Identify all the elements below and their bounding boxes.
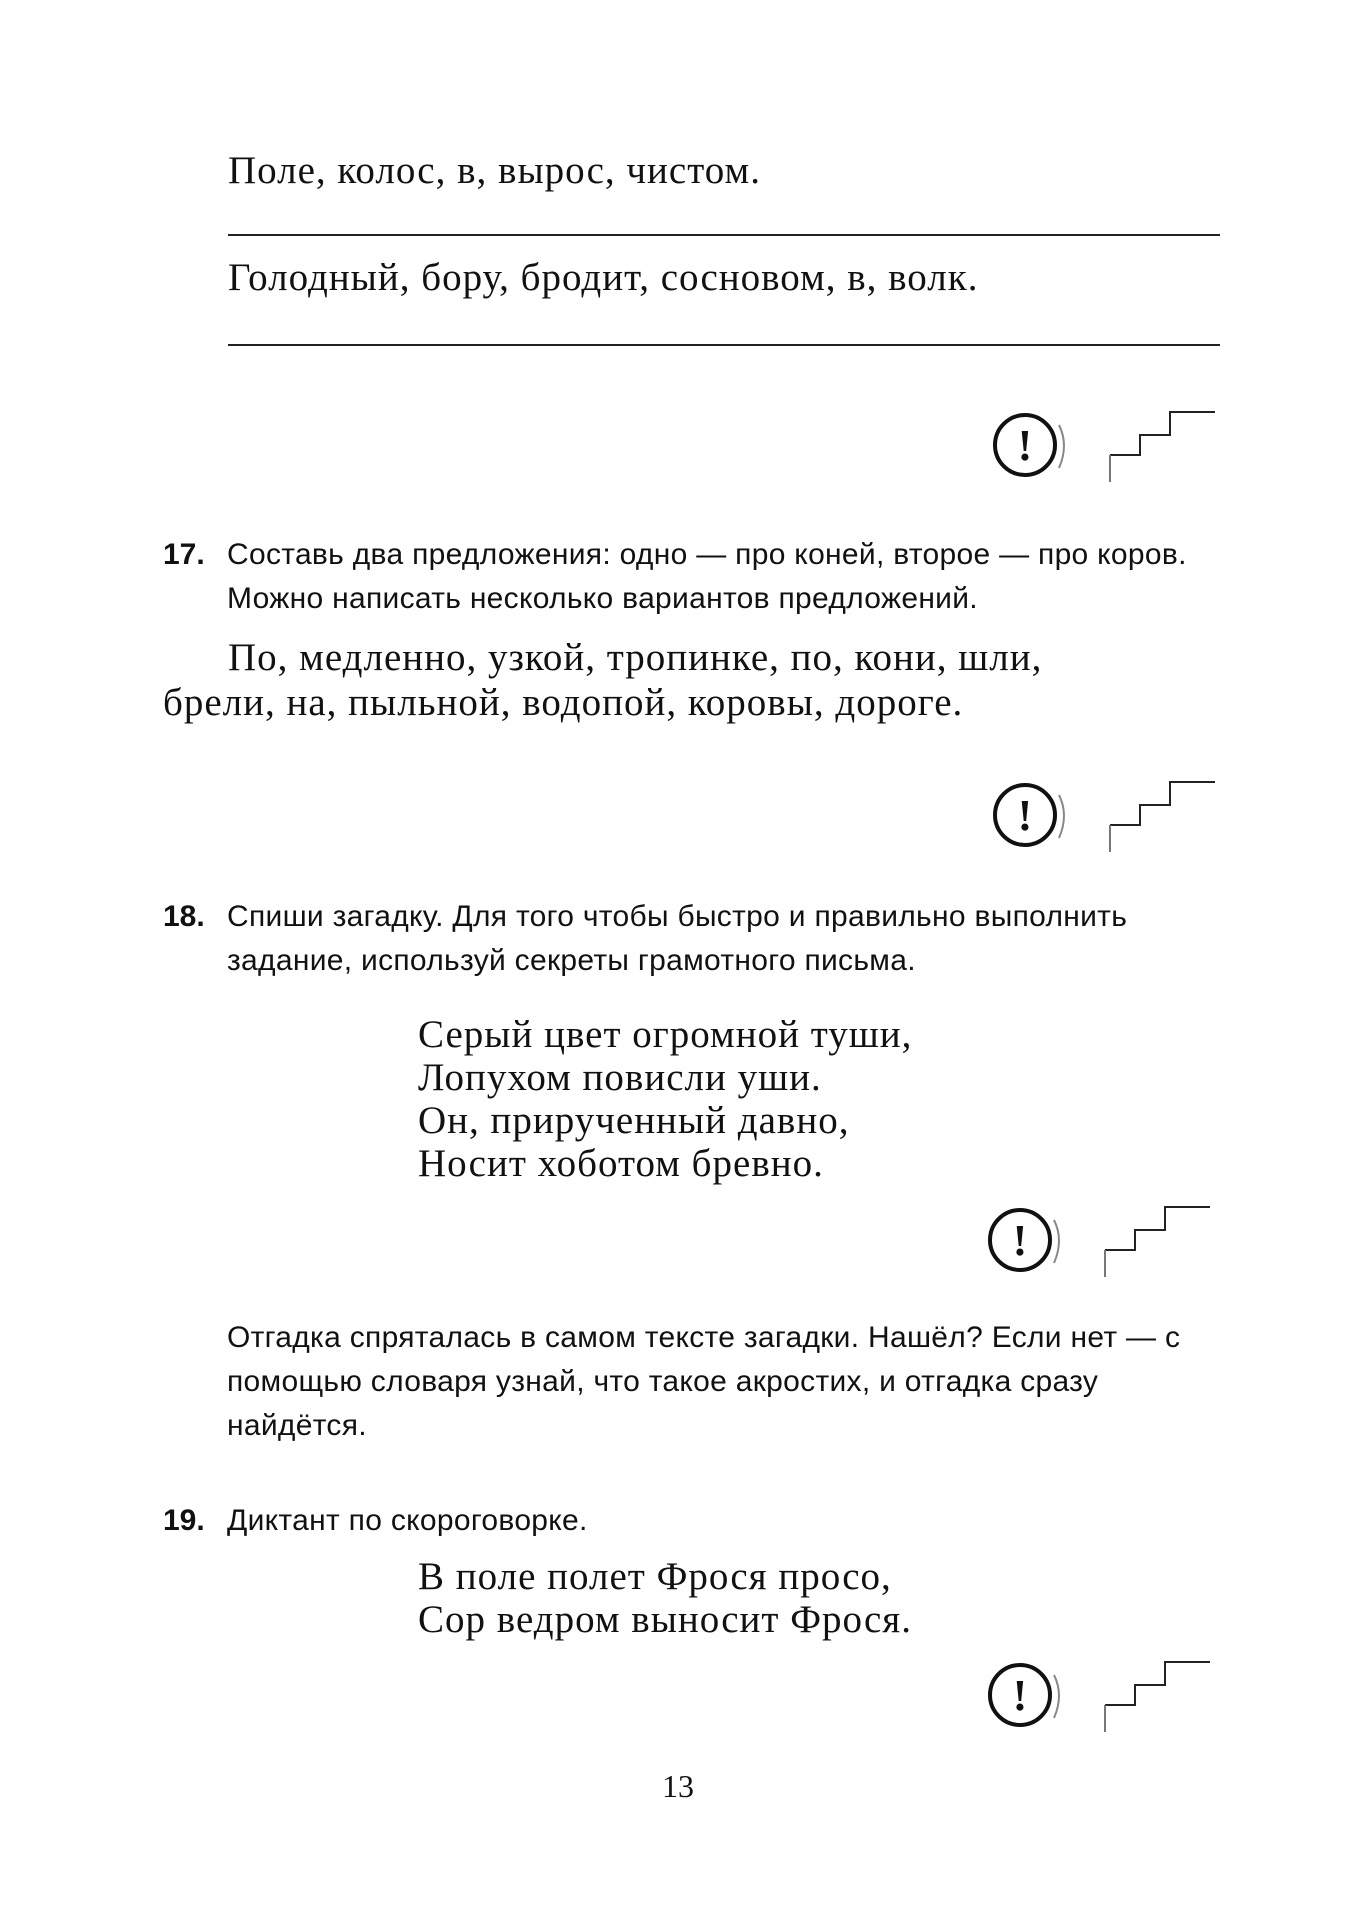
- svg-text:!: !: [1017, 421, 1033, 470]
- progress-steps-icon: [1105, 1662, 1210, 1705]
- exclamation-circle-icon: [985, 770, 1225, 860]
- exclamation-circle-icon: [980, 1650, 1220, 1740]
- sentence-words-line-2: Голодный, бору, бродит, сосновом, в, волк.: [228, 256, 979, 299]
- tongue-twister-line: В поле полет Фрося просо,: [418, 1555, 892, 1598]
- progress-steps-icon: [1110, 782, 1215, 825]
- riddle-poem: [418, 1013, 912, 1185]
- riddle-hint: Отгадка спряталась в самом тексте загадки. Нашёл? Если нет — с помощью словаря узнай, что такое акростих, и отгадка сразу найдётся.: [227, 1321, 1181, 1442]
- exercise-number: 17.: [163, 538, 205, 571]
- answer-line-1[interactable]: [228, 234, 1220, 236]
- self-check-mark: [985, 770, 1225, 860]
- svg-text:!: !: [1017, 791, 1033, 840]
- self-check-mark: [980, 1195, 1220, 1285]
- exercise-instruction: Спиши загадку. Для того чтобы быстро и правильно выполнить задание, используй секреты грамотного письма.: [227, 900, 1128, 977]
- words-line-2: брели, на, пыльной, водопой, коровы, дороге.: [163, 681, 964, 724]
- progress-steps-icon: [1105, 1207, 1210, 1250]
- exercise-17: [163, 533, 1223, 621]
- exercise-instruction: Составь два предложения: одно — про коней, второе — про коров. Можно написать несколько вариантов предложений.: [227, 538, 1187, 615]
- exercise-19: [163, 1499, 1223, 1543]
- tongue-twister-line: Сор ведром выносит Фрося.: [418, 1598, 912, 1641]
- exclamation-circle-icon: [980, 1195, 1220, 1285]
- exercise-number: 19.: [163, 1504, 205, 1537]
- riddle-line: Носит хоботом бревно.: [418, 1142, 824, 1185]
- self-check-mark: [980, 1650, 1220, 1740]
- page-number: 13: [662, 1768, 694, 1804]
- exercise-number: 18.: [163, 900, 205, 933]
- riddle-line: Лопухом повисли уши.: [418, 1056, 822, 1099]
- answer-line-2[interactable]: [228, 344, 1220, 346]
- riddle-line: Он, прирученный давно,: [418, 1099, 850, 1142]
- svg-text:!: !: [1012, 1671, 1028, 1720]
- progress-steps-icon: [985, 400, 1225, 490]
- exercise-18: [163, 895, 1223, 983]
- svg-text:!: !: [1012, 1216, 1028, 1265]
- words-line-1: По, медленно, узкой, тропинке, по, кони, шли,: [228, 636, 1043, 679]
- self-check-mark: [985, 400, 1225, 490]
- riddle-line: Серый цвет огромной туши,: [418, 1013, 913, 1056]
- sentence-words-line-1: Поле, колос, в, вырос, чистом.: [228, 149, 761, 192]
- tongue-twister: [418, 1555, 912, 1641]
- exercise-instruction: Диктант по скороговорке.: [227, 1504, 588, 1537]
